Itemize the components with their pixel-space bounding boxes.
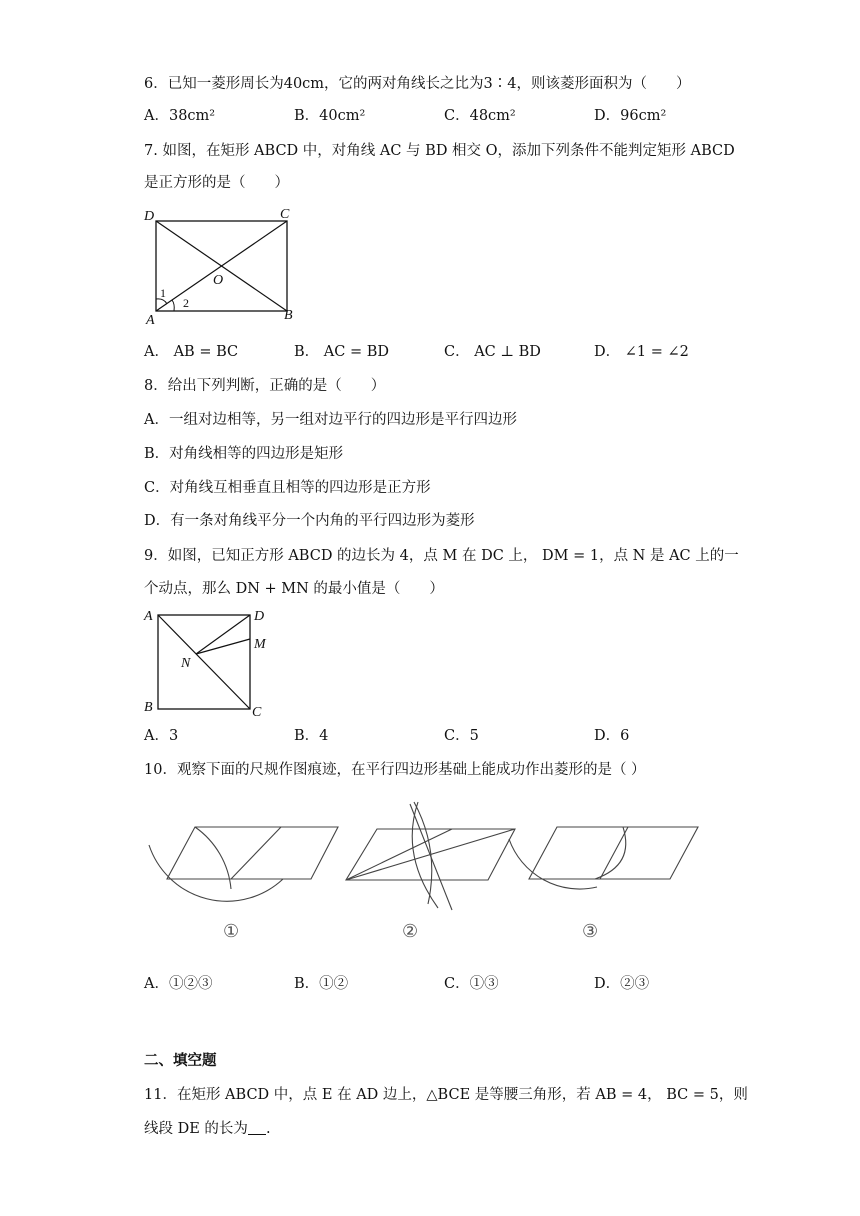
q8-option-a[interactable]: A．一组对边相等，另一组对边平行的四边形是平行四边形: [144, 412, 517, 428]
q10-construction-figure-2: [340, 800, 530, 945]
q7-rectangle-figure: [140, 204, 310, 329]
q6-option-c[interactable]: C．48cm²: [444, 108, 516, 124]
q7-option-d[interactable]: D． ∠1 = ∠2: [594, 344, 689, 360]
q10-caption-3: ③: [582, 921, 599, 941]
q6-option-d[interactable]: D．96cm²: [594, 108, 667, 124]
q10-stem: 10．观察下面的尺规作图痕迹，在平行四边形基础上能成功作出菱形的是（ ）: [144, 762, 646, 778]
q9-option-a[interactable]: A．3: [144, 728, 179, 744]
q10-option-c[interactable]: C．①③: [444, 976, 499, 992]
q9-label-A: A: [144, 609, 153, 624]
q11-period: .: [265, 1121, 271, 1137]
q6-options: [144, 106, 744, 126]
q7-label-C: C: [280, 207, 290, 222]
q7-option-a[interactable]: A． AB = BC: [144, 344, 239, 360]
q10-caption-2: ②: [402, 921, 419, 941]
q9-label-M: M: [254, 637, 266, 652]
q9-stem-line1: 9．如图，已知正方形 ABCD 的边长为 4，点 M 在 DC 上， DM = 1，点 N 是 AC 上的一: [144, 548, 739, 564]
q10-caption-1: ①: [223, 921, 240, 941]
q10-construction-figure-1: [145, 815, 345, 945]
q9-label-D: D: [254, 609, 265, 624]
q7-label-O: O: [213, 273, 224, 288]
q9-stem-line2: 个动点，那么 DN + MN 的最小值是（ ）: [144, 581, 444, 597]
q10-option-d[interactable]: D．②③: [594, 976, 650, 992]
q7-label-D: D: [144, 209, 155, 224]
q9-label-B: B: [144, 700, 153, 715]
q9-option-c[interactable]: C．5: [444, 728, 479, 744]
q7-option-c[interactable]: C． AC ⊥ BD: [444, 344, 541, 360]
q7-label-angle1: 1: [160, 286, 166, 300]
q11-answer-blank[interactable]: [248, 1120, 266, 1135]
q10-construction-figure-3: [505, 815, 705, 945]
q7-label-angle2: 2: [183, 296, 189, 310]
q9-label-N: N: [181, 656, 191, 671]
q8-option-c[interactable]: C．对角线互相垂直且相等的四边形是正方形: [144, 480, 431, 496]
q11-stem-line1: 11．在矩形 ABCD 中，点 E 在 AD 边上，△BCE 是等腰三角形，若 AB = 4， BC = 5，则: [144, 1087, 748, 1103]
q8-option-d[interactable]: D．有一条对角线平分一个内角的平行四边形为菱形: [144, 513, 475, 529]
q7-stem-line1: 7. 如图，在矩形 ABCD 中，对角线 AC 与 BD 相交 O，添加下列条件不能判定矩形 ABCD: [144, 143, 735, 159]
q7-label-B: B: [284, 308, 293, 323]
q11-stem-line2: [144, 1119, 271, 1139]
q7-stem-line2: 是正方形的是（ ）: [144, 175, 289, 191]
q7-options: [144, 342, 744, 362]
q10-options: [144, 974, 744, 994]
q9-option-d[interactable]: D．6: [594, 728, 630, 744]
q8-option-b[interactable]: B．对角线相等的四边形是矩形: [144, 446, 344, 462]
q9-options: [144, 726, 744, 746]
q10-option-b[interactable]: B．①②: [294, 976, 349, 992]
q6-option-a[interactable]: A．38cm²: [144, 108, 216, 124]
q6-option-b[interactable]: B．40cm²: [294, 108, 366, 124]
q7-option-b[interactable]: B． AC = BD: [294, 344, 389, 360]
q9-option-b[interactable]: B．4: [294, 728, 329, 744]
section-title: 二、填空题: [144, 1052, 217, 1069]
q6-stem: 6．已知一菱形周长为40cm，它的两对角线长之比为3∶4，则该菱形面积为（ ）: [144, 76, 691, 92]
q9-square-figure: [140, 603, 280, 721]
q7-label-A: A: [146, 313, 155, 328]
q11-text: 线段 DE 的长为: [144, 1121, 248, 1137]
q8-stem: 8．给出下列判断，正确的是（ ）: [144, 378, 386, 394]
q9-label-C: C: [252, 705, 262, 720]
q10-option-a[interactable]: A．①②③: [144, 976, 213, 992]
